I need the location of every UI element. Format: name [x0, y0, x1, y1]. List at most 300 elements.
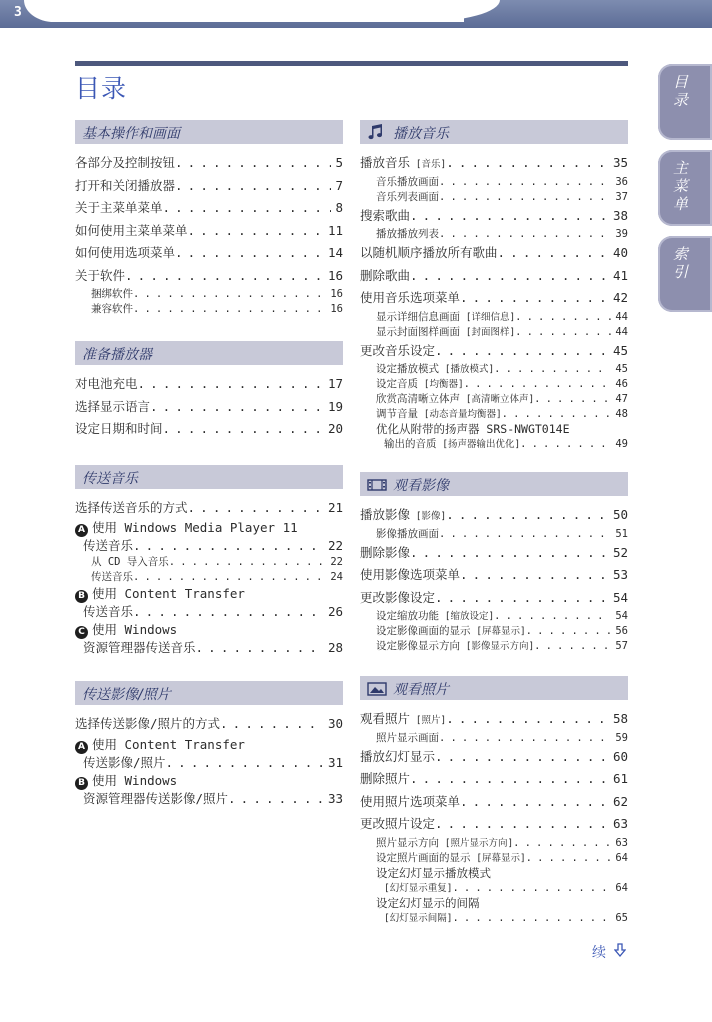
leader-dots [439, 190, 611, 205]
leader-dots [196, 639, 324, 657]
toc-sub-entry[interactable] [360, 851, 628, 866]
entry-title [75, 265, 125, 288]
entry-text: 照片显示画面 [376, 731, 439, 744]
page-ref: 59 [615, 731, 628, 744]
entry-line1: 使用 Content Transfer [92, 586, 245, 601]
entry-text: 资源管理器传送影像/照片 [83, 790, 229, 806]
section-heading [75, 465, 343, 489]
toc-sub-entry[interactable] [360, 624, 628, 639]
page-ref: 45 [615, 363, 628, 375]
entry-text: 删除歌曲 [360, 267, 411, 283]
leader-dots [439, 175, 611, 190]
page-ref: 20 [327, 421, 343, 436]
page-ref: 16 [330, 288, 343, 300]
page-ref: 21 [327, 499, 343, 515]
page-ref: 14 [327, 245, 343, 260]
entry-title [376, 527, 439, 542]
bullet-b-icon: B [75, 777, 88, 790]
entry-tag: [音乐] [410, 159, 447, 170]
header-notch-curve [420, 0, 500, 22]
entry-text: 设定影像画面的显示 [376, 625, 471, 637]
entry-text: 选择显示语言 [75, 398, 151, 414]
page-ref: 45 [612, 342, 628, 358]
page-ref: 11 [327, 222, 343, 238]
entry-title [360, 708, 446, 733]
entry-text: 关于软件 [75, 267, 126, 283]
bullet-a-icon: A [75, 741, 88, 754]
entry-title [75, 497, 188, 520]
photo-icon [367, 682, 385, 696]
toc-section [360, 472, 628, 654]
toc-entry[interactable] [75, 265, 343, 288]
leader-dots [435, 340, 609, 363]
toc-entry[interactable] [75, 754, 343, 772]
toc-sub-entry[interactable] [360, 392, 628, 407]
entry-text: 使用音乐选项菜单 [360, 290, 461, 305]
leader-dots [520, 437, 611, 452]
entry-title [75, 152, 175, 175]
page-ref: 42 [612, 290, 628, 305]
entry-title [360, 542, 410, 565]
page-ref: 7 [335, 177, 343, 193]
entry-text: 设定照片画面的显示 [376, 851, 471, 864]
section-heading [360, 472, 628, 496]
leader-dots [435, 587, 609, 610]
page-ref: 54 [612, 589, 628, 605]
toc-entry[interactable] [75, 242, 343, 265]
leader-dots [502, 407, 612, 422]
entry-text: 播放音乐 [360, 155, 411, 170]
sub-entry-line1: 设定幻灯显示的间隔 [376, 895, 480, 910]
entry-first-line [75, 621, 343, 639]
left-column [75, 120, 343, 808]
entry-title [360, 287, 460, 310]
sub-entry-first-line [360, 896, 628, 911]
toc-sub-entry[interactable] [360, 325, 628, 340]
leader-dots [169, 555, 327, 570]
section-heading-text: 准备播放器 [82, 347, 152, 363]
toc-entry[interactable] [360, 746, 628, 769]
leader-dots [439, 527, 611, 542]
page-ref: 46 [615, 378, 628, 390]
page-ref: 17 [327, 376, 343, 391]
entry-text: 删除照片 [360, 771, 411, 786]
toc-section [75, 341, 343, 441]
right-column [360, 120, 628, 926]
toc-sub-entry[interactable] [360, 881, 628, 896]
entry-title [75, 373, 138, 396]
entry-title [83, 639, 196, 657]
toc-entry[interactable] [360, 791, 628, 814]
toc-entry[interactable] [75, 639, 343, 657]
entry-title [360, 504, 446, 529]
leader-dots [175, 242, 324, 265]
leader-dots [439, 227, 611, 242]
toc-sub-entry[interactable] [360, 362, 628, 377]
entry-title [384, 881, 452, 896]
page-ref: 64 [615, 851, 628, 864]
entry-line1: 使用 Windows [92, 622, 178, 637]
toc-entry[interactable] [360, 708, 628, 731]
leader-dots [133, 537, 324, 555]
leader-dots [534, 392, 611, 407]
entry-first-line-text [75, 736, 245, 754]
entry-text: 如何使用选项菜单 [75, 245, 176, 260]
entry-tag: [高清晰立体声] [460, 394, 535, 405]
tab-contents[interactable] [658, 64, 712, 140]
entry-first-line [75, 736, 343, 754]
page-ref: 57 [615, 640, 628, 652]
toc-entry[interactable] [75, 396, 343, 419]
page-ref: 33 [327, 790, 343, 806]
page-ref: 35 [612, 155, 628, 170]
section-heading-text: 传送影像/照片 [82, 687, 171, 703]
section-heading-text: 传送音乐 [82, 470, 138, 487]
leader-dots [515, 325, 611, 340]
page-ref: 52 [612, 544, 628, 560]
entry-text: 播放幻灯显示 [360, 748, 436, 764]
entry-title [83, 537, 133, 555]
entry-text: 传送音乐 [83, 604, 134, 619]
section-entries [75, 497, 343, 658]
page-ref: 37 [615, 190, 628, 203]
entry-text: 设定播放模式 [376, 363, 439, 375]
entry-text: 搜索歌曲 [360, 207, 411, 223]
entry-text: 使用照片选项菜单 [360, 793, 461, 809]
section-heading [360, 120, 628, 144]
toc-sub-entry[interactable] [360, 911, 628, 926]
sub-entry-first-line [360, 422, 628, 437]
toc-entry[interactable] [75, 497, 343, 520]
section-entries [360, 504, 628, 654]
page-ref: 30 [327, 716, 343, 731]
tab-main-menu-label: 主菜单 [671, 160, 689, 214]
entry-title [376, 836, 513, 851]
entry-title [376, 624, 526, 639]
page-ref: 63 [615, 836, 628, 849]
page-ref: 41 [612, 267, 628, 283]
page-ref: 61 [612, 771, 628, 786]
entry-text: 传送音乐 [83, 538, 134, 553]
toc-sub-entry[interactable] [360, 836, 628, 851]
entry-title [360, 265, 410, 288]
page-number: 3 [14, 5, 22, 20]
section-heading [75, 120, 343, 144]
entry-text: 从 CD 导入音乐 [91, 556, 169, 568]
toc-sub-entry[interactable] [360, 407, 628, 422]
page-ref: 19 [327, 398, 343, 414]
page-ref: 26 [327, 604, 343, 619]
toc-entry[interactable] [75, 418, 343, 441]
entry-first-line-text [75, 585, 245, 603]
leader-dots [446, 152, 609, 175]
toc-sub-entry[interactable] [360, 639, 628, 654]
toc-entry[interactable] [75, 175, 343, 198]
music-note-icon [367, 124, 385, 138]
section-entries [360, 152, 628, 452]
entry-text: 音乐列表画面 [376, 190, 439, 203]
leader-dots [410, 542, 609, 565]
page-ref: 51 [615, 527, 628, 540]
leader-dots [410, 265, 609, 288]
tab-index[interactable] [658, 236, 712, 312]
leader-dots [163, 418, 324, 441]
toc-sub-entry[interactable] [360, 377, 628, 392]
entry-title [360, 564, 460, 587]
toc-entry[interactable] [360, 768, 628, 791]
entry-first-line-text [75, 621, 177, 639]
toc-section [360, 676, 628, 926]
entry-title [75, 175, 175, 198]
entry-title [376, 851, 526, 866]
leader-dots [460, 564, 609, 587]
page-ref: 44 [615, 310, 628, 323]
toc-entry[interactable] [360, 242, 628, 265]
entry-first-line-text [75, 519, 298, 537]
leader-dots [410, 768, 609, 791]
leader-dots [435, 813, 609, 836]
entry-text: 如何使用主菜单菜单 [75, 222, 188, 238]
leader-dots [446, 504, 609, 527]
entry-text: 选择传送影像/照片的方式 [75, 716, 221, 731]
toc-entry[interactable] [75, 220, 343, 243]
toc-sub-entry[interactable] [360, 190, 628, 205]
entry-title [83, 790, 228, 808]
toc-sub-entry[interactable] [360, 310, 628, 325]
tab-contents-label: 目录 [671, 74, 689, 110]
leader-dots [460, 287, 609, 310]
title-rule [75, 61, 628, 66]
entry-title [360, 587, 435, 610]
entry-title [360, 242, 498, 265]
toc-section [75, 465, 343, 658]
entry-text: 选择传送音乐的方式 [75, 499, 188, 515]
page-ref: 54 [615, 610, 628, 622]
toc-entry[interactable] [360, 813, 628, 836]
page-ref: 36 [615, 175, 628, 188]
toc-sub-entry[interactable] [75, 570, 343, 585]
toc-entry[interactable] [360, 265, 628, 288]
continue-link[interactable] [592, 942, 626, 962]
toc-sub-entry[interactable] [360, 437, 628, 452]
section-heading [75, 681, 343, 705]
entry-text: 播放播放列表 [376, 228, 439, 240]
entry-tag: [照片] [410, 715, 447, 726]
toc-entry[interactable] [360, 340, 628, 363]
leader-dots [534, 639, 611, 654]
toc-entry[interactable] [75, 152, 343, 175]
tab-main-menu[interactable] [658, 150, 712, 226]
entry-text: 显示封面图样画面 [376, 325, 460, 338]
leader-dots [133, 302, 326, 317]
header-notch [24, 0, 464, 22]
page-ref: 38 [612, 207, 628, 223]
entry-tag: [播放模式] [439, 364, 495, 375]
entry-title [75, 197, 163, 220]
page-ref: 63 [612, 816, 628, 831]
entry-title [376, 377, 464, 392]
entry-line1: 使用 Content Transfer [92, 736, 245, 752]
toc-sub-entry[interactable] [75, 555, 343, 570]
bullet-b-icon: B [75, 590, 88, 603]
toc-entry[interactable] [360, 587, 628, 610]
page-ref: 31 [327, 754, 343, 770]
entry-tag: [屏幕显示] [470, 626, 526, 637]
entry-title [75, 242, 175, 265]
entry-text: 传送音乐 [91, 571, 133, 583]
section-heading [75, 341, 343, 365]
page-ref: 64 [615, 881, 628, 894]
page-ref: 53 [612, 567, 628, 582]
entry-text: 设定缩放功能 [376, 610, 439, 622]
leader-dots [498, 242, 609, 265]
leader-dots [133, 603, 324, 621]
leader-dots [138, 373, 324, 396]
toc-entry[interactable] [75, 537, 343, 555]
entry-title [360, 768, 410, 791]
toc-entry[interactable] [360, 152, 628, 175]
page-ref: 39 [615, 228, 628, 240]
tab-index-label: 索引 [671, 246, 689, 282]
entry-title [376, 362, 494, 377]
leader-dots [452, 881, 611, 896]
entry-title [75, 418, 163, 441]
leader-dots [188, 497, 324, 520]
entry-first-line-text [75, 772, 177, 790]
page-ref: 58 [612, 711, 628, 726]
leader-dots [125, 265, 324, 288]
entry-text: 更改照片设定 [360, 816, 436, 831]
toc-sub-entry[interactable] [360, 609, 628, 624]
entry-tag: [幻灯显示重复] [384, 882, 453, 894]
entry-title [376, 639, 534, 654]
sub-entry-first-line [360, 866, 628, 881]
entry-text: 各部分及控制按钮 [75, 155, 176, 170]
toc-sub-entry[interactable] [75, 302, 343, 317]
leader-dots [175, 175, 331, 198]
page-ref: 44 [615, 325, 628, 338]
page-ref: 8 [335, 200, 343, 215]
entry-title [75, 713, 220, 736]
leader-dots [526, 851, 612, 866]
sub-entry-line1: 设定幻灯显示播放模式 [376, 865, 491, 880]
page-ref: 60 [612, 748, 628, 764]
leader-dots [166, 754, 324, 772]
section-entries [75, 373, 343, 441]
entry-tag: [封面图样] [460, 326, 516, 338]
leader-dots [163, 197, 332, 220]
bullet-c-icon: C [75, 626, 88, 639]
page-ref: 56 [615, 625, 628, 637]
entry-title [384, 437, 520, 452]
entry-text: 输出的音质 [384, 438, 437, 450]
leader-dots [150, 396, 324, 419]
page-ref: 48 [615, 408, 628, 420]
leader-dots [513, 836, 611, 851]
section-heading-text: 播放音乐 [393, 126, 449, 142]
entry-title [376, 190, 439, 205]
entry-text: 传送影像/照片 [83, 754, 166, 770]
entry-title [376, 175, 439, 190]
section-entries [75, 713, 343, 808]
toc-sub-entry[interactable] [360, 227, 628, 242]
entry-tag: [屏幕显示] [470, 852, 526, 864]
toc-sub-entry[interactable] [360, 527, 628, 542]
toc-sub-entry[interactable] [360, 175, 628, 190]
entry-text: 更改影像设定 [360, 589, 436, 605]
entry-title [376, 392, 534, 407]
toc-entry[interactable] [360, 504, 628, 527]
leader-dots [460, 791, 609, 814]
entry-title [91, 287, 133, 302]
entry-text: 关于主菜单菜单 [75, 200, 163, 215]
leader-dots [410, 205, 609, 228]
toc-entry[interactable] [75, 603, 343, 621]
toc-section [360, 120, 628, 452]
entry-text: 影像播放画面 [376, 527, 439, 540]
sub-entry-line1: 优化从附带的扬声器 SRS-NWGT014E [376, 422, 570, 436]
entry-title [91, 302, 133, 317]
entry-title [384, 911, 452, 926]
toc-entry[interactable] [360, 205, 628, 228]
entry-tag: [扬声器输出优化] [436, 439, 521, 450]
leader-dots [435, 746, 609, 769]
bullet-a-icon: A [75, 524, 88, 537]
section-entries [75, 152, 343, 317]
entry-text: 照片显示方向 [376, 836, 439, 849]
toc-sub-entry[interactable] [360, 731, 628, 746]
entry-title [360, 791, 460, 814]
entry-text: 打开和关闭播放器 [75, 177, 176, 193]
entry-title [360, 152, 446, 177]
entry-title [360, 813, 435, 836]
entry-title [75, 396, 150, 419]
entry-text: 设定日期和时间 [75, 421, 163, 436]
entry-text: 资源管理器传送音乐 [83, 640, 196, 655]
entry-tag: [动态音量均衡器] [418, 409, 502, 420]
toc-entry[interactable] [360, 287, 628, 310]
entry-title [91, 555, 169, 570]
entry-title [83, 754, 166, 772]
entry-title [360, 205, 410, 228]
entry-text: 使用影像选项菜单 [360, 567, 461, 582]
toc-entry[interactable] [75, 373, 343, 396]
toc-section [75, 120, 343, 317]
entry-title [376, 227, 439, 242]
entry-tag: [缩放设定] [439, 611, 495, 622]
toc-sub-entry[interactable] [75, 287, 343, 302]
toc-entry[interactable] [360, 564, 628, 587]
toc-entry[interactable] [75, 713, 343, 736]
entry-text: 删除影像 [360, 544, 411, 560]
leader-dots [446, 708, 609, 731]
page-ref: 16 [330, 303, 343, 315]
toc-entry[interactable] [360, 542, 628, 565]
entry-text: 对电池充电 [75, 376, 138, 391]
entry-line1: 使用 Windows Media Player 11 [92, 520, 298, 535]
entry-line1: 使用 Windows [92, 772, 178, 788]
page-ref: 22 [327, 538, 343, 553]
entry-text: 音乐播放画面 [376, 175, 439, 188]
toc-entry[interactable] [75, 790, 343, 808]
entry-tag: [照片显示方向] [439, 837, 514, 849]
page-ref: 50 [612, 507, 628, 522]
toc-entry[interactable] [75, 197, 343, 220]
entry-first-line [75, 519, 343, 537]
page-ref: 47 [615, 393, 628, 405]
entry-title [376, 310, 515, 325]
entry-title [376, 407, 502, 422]
